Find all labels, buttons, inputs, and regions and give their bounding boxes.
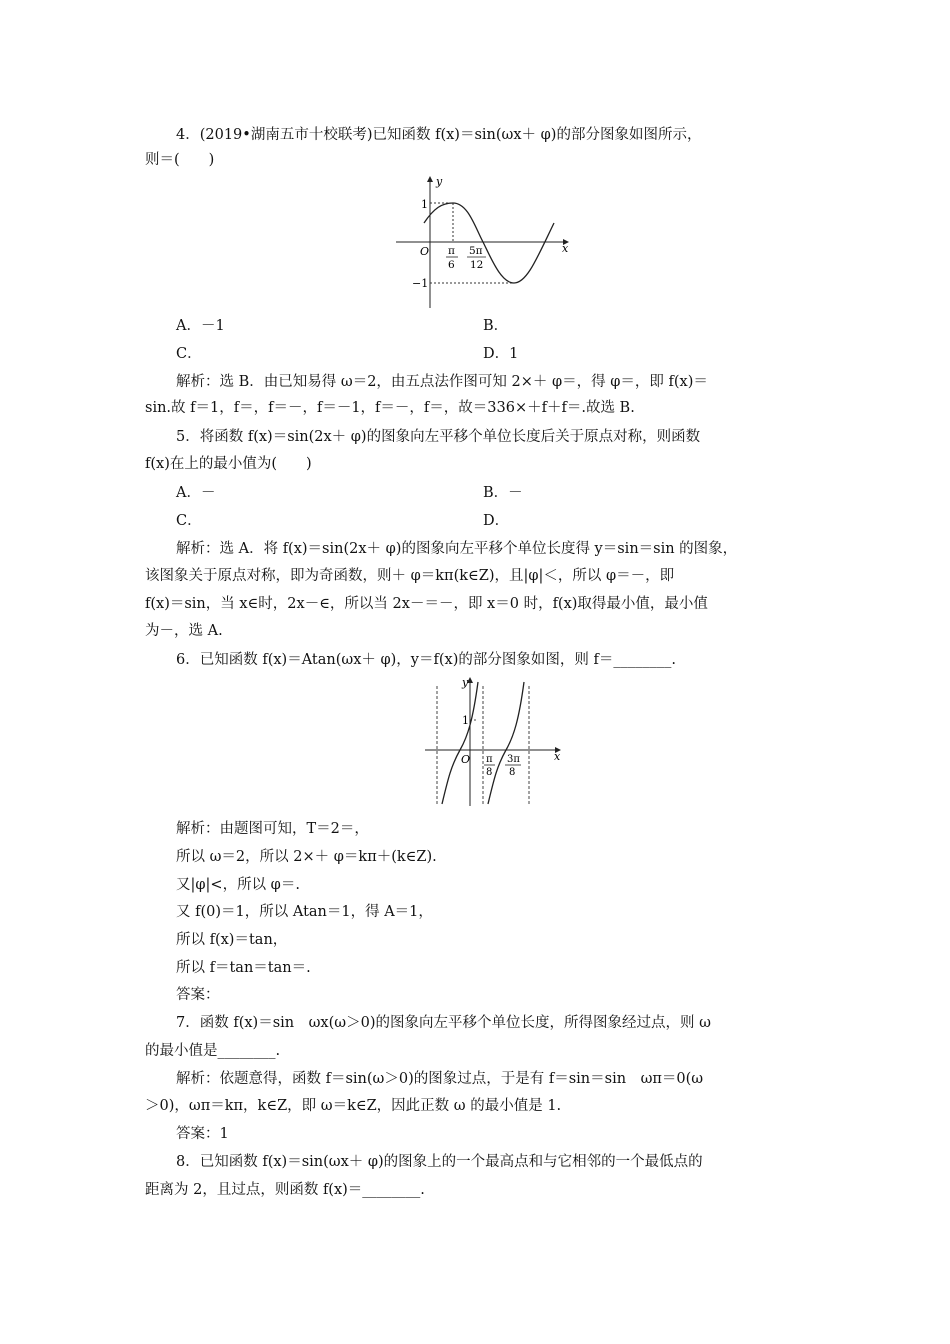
- q5-solution-line2: 该图象关于原点对称，即为奇函数，则＋ φ＝kπ(k∈Z)，且|φ|＜，所以 φ＝－，即: [145, 568, 675, 584]
- q5-stem-line2: f(x)在上的最小值为( ): [145, 456, 312, 472]
- q5-option-c: C．: [176, 513, 202, 529]
- q6-solution-line5: 所以 f(x)＝tan，: [176, 932, 288, 948]
- q6-x-label: x: [554, 750, 561, 763]
- q6-stem-line1: 6．已知函数 f(x)＝Atan(ωx＋ φ)，y＝f(x)的部分图象如图，则 f＝________.: [176, 652, 676, 668]
- q5-option-b: B．－: [483, 485, 523, 501]
- q6-x-tick1-den: 8: [486, 767, 493, 778]
- q8-stem-line2: 距离为 2，且过点，则函数 f(x)＝________.: [145, 1182, 425, 1198]
- q5-solution-line4: 为－，选 A.: [145, 623, 223, 639]
- q4-x-label: x: [562, 242, 569, 255]
- q7-answer: 答案：1: [176, 1126, 229, 1142]
- q4-solution-line2: sin.故 f＝1，f＝，f＝－，f＝－1，f＝－，f＝，故＝336×＋f＋f＝.故选 B.: [145, 400, 635, 416]
- q4-y-tick-neg1: −1: [412, 277, 429, 290]
- q6-solution-line2: 所以 ω＝2，所以 2×＋ φ＝kπ＋(k∈Z).: [176, 849, 437, 865]
- q6-solution-line6: 所以 f＝tan＝tan＝.: [176, 960, 311, 976]
- q7-stem-line1: 7．函数 f(x)＝sin ωx(ω＞0)的图象向左平移个单位长度，所得图象经过点，则 ω: [176, 1015, 711, 1031]
- q8-stem-line1: 8．已知函数 f(x)＝sin(ωx＋ φ)的图象上的一个最高点和与它相邻的一个最低点的: [176, 1154, 703, 1170]
- q4-x-tick2-num: 5π: [469, 245, 483, 257]
- q4-sine-graph: [390, 172, 580, 312]
- q6-y-tick-1: 1: [462, 714, 469, 727]
- q6-x-tick1-num: π: [486, 754, 493, 765]
- q6-solution-line4: 又 f(0)＝1，所以 Atan＝1，得 A＝1，: [176, 904, 433, 920]
- q4-stem-line2: 则＝( ): [145, 152, 215, 168]
- q7-stem-line2: 的最小值是________.: [145, 1043, 281, 1059]
- q6-answer: 答案：: [176, 987, 220, 1003]
- q4-option-a: A．－1: [176, 318, 225, 334]
- q4-solution-line1: 解析：选 B．由已知易得 ω＝2，由五点法作图可知 2×＋ φ＝，得 φ＝，即 f(x)＝: [176, 374, 708, 390]
- q4-stem-line1: 4．(2019•湖南五市十校联考)已知函数 f(x)＝sin(ωx＋ φ)的部分图象如图所示，: [176, 127, 702, 143]
- q6-tan-branch-2: [488, 682, 524, 804]
- q6-tangent-graph: [420, 674, 570, 809]
- q6-x-tick2-num: 3π: [507, 754, 520, 765]
- q4-option-d: D．1: [483, 346, 519, 362]
- q7-solution-line1: 解析：依题意得，函数 f＝sin(ω＞0)的图象过点，于是有 f＝sin＝sin ωπ＝0(ω: [176, 1071, 704, 1087]
- q4-y-tick-1: 1: [421, 198, 428, 211]
- q6-solution-line1: 解析：由题图可知，T＝2＝，: [176, 821, 369, 837]
- q5-stem-line1: 5．将函数 f(x)＝sin(2x＋ φ)的图象向左平移个单位长度后关于原点对称，则函数: [176, 429, 701, 445]
- q5-option-a: A．－: [176, 485, 216, 501]
- q5-solution-line3: f(x)＝sin，当 x∈时，2x－∈，所以当 2x－＝－，即 x＝0 时，f(x)取得最小值，最小值: [145, 596, 708, 612]
- q6-solution-line3: 又|φ|<，所以 φ＝.: [176, 877, 300, 893]
- q4-option-b: B．: [483, 318, 509, 334]
- q6-y-label: y: [462, 676, 469, 689]
- q5-solution-line1: 解析：选 A．将 f(x)＝sin(2x＋ φ)的图象向左平移个单位长度得 y＝sin＝sin 的图象，: [176, 541, 738, 557]
- q4-x-tick2-den: 12: [470, 259, 484, 271]
- q6-tan-branch-1: [442, 682, 478, 804]
- q4-x-tick1-num: π: [448, 245, 455, 257]
- q6-origin-label: O: [461, 753, 471, 766]
- q5-option-d: D．: [483, 513, 510, 529]
- q4-x-tick1-den: 6: [448, 259, 455, 271]
- q4-origin-label: O: [420, 245, 430, 258]
- q4-option-c: C．: [176, 346, 202, 362]
- q7-solution-line2: ＞0)，ωπ＝kπ，k∈Z，即 ω＝k∈Z，因此正数 ω 的最小值是 1.: [145, 1098, 562, 1114]
- q4-sine-curve: [424, 203, 554, 283]
- q4-y-label: y: [436, 175, 443, 188]
- q6-x-tick2-den: 8: [509, 767, 516, 778]
